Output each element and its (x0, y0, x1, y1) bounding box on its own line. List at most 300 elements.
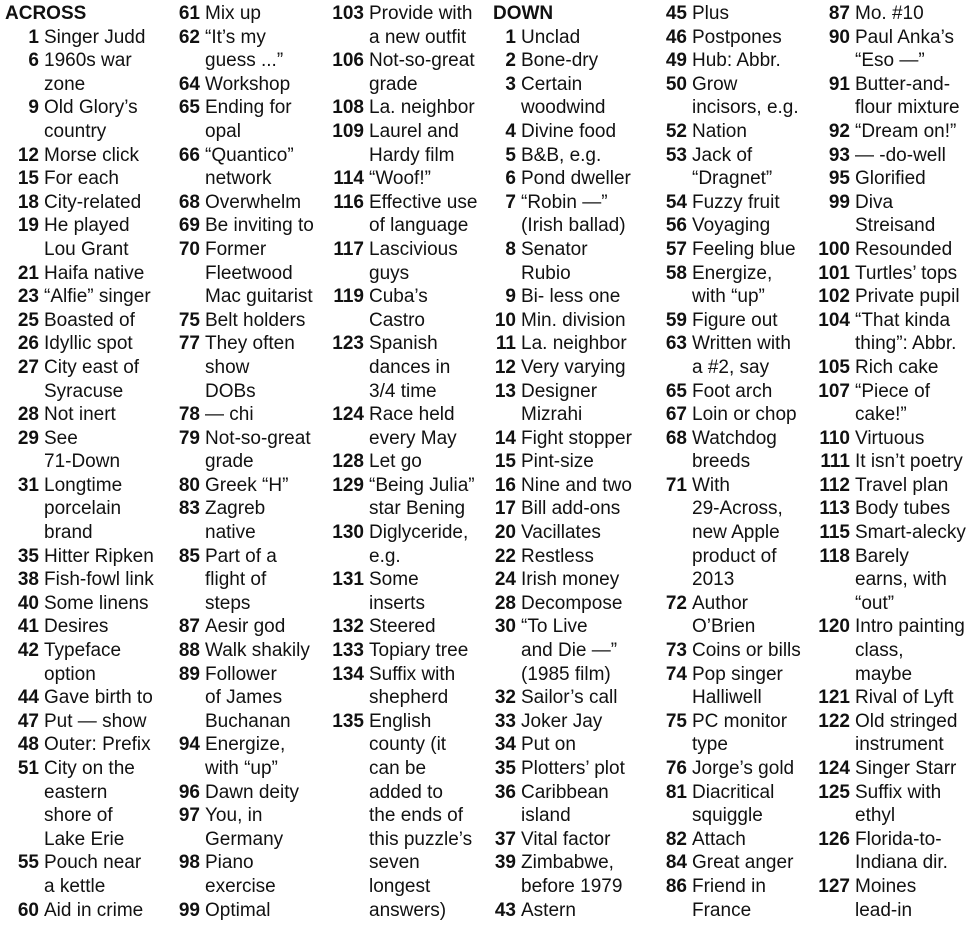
clue-item (493, 828, 653, 852)
clue-number: 55 (17, 852, 39, 874)
clue-item (664, 73, 814, 120)
clue-text: Feeling blue (692, 238, 796, 260)
clue-number: 57 (665, 238, 687, 260)
clue-item (177, 733, 327, 780)
clue-item (664, 427, 814, 474)
clue-number: 72 (665, 592, 687, 614)
clue-number: 90 (828, 26, 850, 48)
clue-text: Postpones (692, 26, 782, 48)
clue-number: 3 (505, 73, 516, 95)
clue-text: Min. division (521, 309, 626, 331)
clue-text: You, in Germany (205, 805, 284, 850)
clue-item (664, 592, 814, 639)
clue-number: 71 (665, 474, 687, 496)
clue-text: Moines lead-in (855, 875, 917, 921)
clue-number: 68 (178, 191, 200, 213)
clue-number: 104 (818, 309, 850, 331)
clue-item (664, 875, 814, 922)
clue-item (330, 285, 490, 332)
clue-number: 107 (818, 380, 850, 402)
clue-text: Plus (692, 3, 729, 24)
clue-number: 52 (665, 120, 687, 142)
clue-number: 111 (820, 451, 850, 473)
clue-number: 27 (17, 356, 39, 378)
clue-number: 95 (828, 168, 850, 190)
clue-item (5, 167, 163, 191)
clue-text: City-related (44, 191, 142, 213)
clue-number: 40 (17, 592, 39, 614)
clue-text: Gave birth to (44, 687, 153, 709)
clue-item (493, 26, 653, 50)
clue-number: 117 (333, 238, 364, 260)
clue-number: 47 (17, 710, 39, 732)
clue-item (177, 191, 327, 215)
clue-text: Diva Streisand (855, 191, 936, 237)
clue-number: 56 (665, 215, 687, 237)
clue-text: Optimal (205, 899, 271, 921)
clue-text: Race held every May (369, 404, 457, 449)
clue-text: Idyllic spot (44, 333, 133, 355)
clue-item (177, 804, 327, 851)
clue-number: 13 (494, 380, 516, 402)
clue-item (330, 120, 490, 167)
clue-text: Lascivious guys (369, 238, 458, 284)
clue-text: Aid in crime (44, 899, 144, 921)
clue-item (5, 144, 163, 168)
clue-item (493, 568, 653, 592)
clue-number: 65 (665, 380, 687, 402)
clue-item (664, 639, 814, 663)
clue-number: 29 (17, 427, 39, 449)
clue-text: He played Lou Grant (44, 215, 130, 260)
clue-item (493, 238, 653, 285)
clue-number: 128 (332, 451, 364, 473)
clue-item (177, 497, 327, 544)
clue-number: 112 (819, 474, 850, 496)
clue-number: 12 (17, 144, 39, 166)
clue-number: 99 (828, 191, 850, 213)
clue-number: 2 (505, 50, 516, 72)
clue-item (5, 851, 163, 898)
clue-number: 124 (818, 758, 850, 779)
clue-number: 5 (505, 144, 516, 166)
clue-item (5, 592, 163, 616)
clue-text: Irish money (521, 569, 620, 591)
clue-item (664, 851, 814, 875)
clue-text: Figure out (692, 309, 778, 331)
clue-number: 1 (28, 26, 39, 48)
clue-number: 134 (332, 663, 364, 685)
clue-text: “Being Julia” star Bening (369, 474, 475, 520)
clue-number: 92 (828, 120, 850, 142)
clue-text: “Piece of cake!” (855, 380, 930, 426)
clue-item (664, 710, 814, 757)
clue-item (493, 285, 653, 309)
clue-text: Smart-alecky (855, 522, 966, 544)
clue-number: 120 (818, 616, 850, 638)
clue-number: 76 (665, 758, 687, 779)
clue-text: Designer Mizrahi (521, 380, 598, 426)
clue-text: Aesir god (205, 616, 286, 638)
clue-item (5, 96, 163, 143)
clue-number: 18 (17, 191, 39, 213)
clue-text: Topiary tree (369, 640, 469, 662)
clue-item (816, 144, 980, 168)
clue-number: 115 (819, 522, 850, 544)
clue-item (5, 26, 163, 50)
clue-text: Astern (521, 899, 576, 921)
clue-number: 53 (665, 144, 687, 166)
clue-text: B&B, e.g. (521, 144, 602, 166)
clue-text: Old Glory’s country (44, 97, 138, 142)
clue-item (816, 285, 980, 309)
clue-item (493, 356, 653, 380)
clue-number: 35 (17, 545, 39, 567)
clue-number: 50 (665, 73, 687, 95)
clue-number: 67 (665, 404, 687, 426)
clue-text: Hub: Abbr. (692, 50, 781, 72)
clue-item (493, 380, 653, 427)
clue-item (5, 757, 163, 851)
clue-text: Piano exercise (205, 852, 276, 897)
clue-text: Author O’Brien (692, 592, 756, 638)
clue-item (5, 710, 163, 734)
clue-number: 98 (178, 852, 200, 874)
clue-number: 61 (178, 3, 200, 24)
clue-item (493, 757, 653, 781)
clue-text: “Woof!” (369, 168, 431, 190)
clue-item (816, 615, 980, 686)
clue-item (330, 167, 490, 191)
clue-item (493, 427, 653, 451)
clue-text: Haifa native (44, 262, 145, 284)
clue-number: 87 (178, 616, 200, 638)
clue-item (330, 710, 490, 922)
clue-number: 37 (494, 828, 516, 850)
clue-number: 101 (818, 262, 850, 284)
clue-number: 12 (494, 356, 516, 378)
clue-item (177, 545, 327, 616)
clue-number: 132 (332, 616, 364, 638)
clue-number: 78 (178, 404, 200, 426)
clue-text: Attach (692, 828, 746, 850)
clue-number: 54 (665, 191, 687, 213)
clue-text: Private pupil (855, 286, 960, 308)
col-down-2 (664, 2, 814, 922)
clue-text: Decompose (521, 592, 623, 614)
clue-number: 34 (494, 734, 516, 756)
clue-number: 82 (665, 828, 687, 850)
clue-number: 16 (494, 474, 516, 496)
clue-item (330, 663, 490, 710)
clue-number: 114 (333, 168, 364, 190)
clue-number: 58 (665, 262, 687, 284)
clue-text: Intro painting class, maybe (855, 616, 965, 685)
clue-number: 35 (494, 758, 516, 779)
clue-text: Walk shakily (205, 640, 310, 662)
clue-number: 19 (17, 215, 39, 237)
clue-text: Boasted of (44, 309, 135, 331)
clue-item (664, 781, 814, 828)
clue-number: 25 (17, 309, 39, 331)
clue-item (493, 191, 653, 238)
clue-text: Senator Rubio (521, 238, 588, 284)
clue-number: 48 (17, 734, 39, 756)
clue-text: Follower of James Buchanan (205, 663, 291, 732)
clue-number: 73 (665, 640, 687, 662)
clue-number: 43 (494, 899, 516, 921)
clue-number: 24 (494, 569, 516, 591)
clue-item (816, 545, 980, 616)
clue-text: Ending for opal (205, 97, 292, 142)
clue-number: 89 (178, 663, 200, 685)
clue-text: Zagreb native (205, 498, 266, 544)
clue-text: Pint-size (521, 451, 594, 473)
clue-number: 30 (494, 616, 516, 638)
clue-number: 106 (332, 50, 364, 72)
clue-item (177, 96, 327, 143)
clue-text: They often show DOBs (205, 333, 295, 402)
clue-number: 125 (818, 781, 850, 803)
clue-text: Some linens (44, 592, 149, 614)
clue-item (493, 73, 653, 120)
clue-text: 1960s war zone (44, 50, 132, 95)
clue-item (5, 191, 163, 215)
clue-item (816, 2, 980, 26)
clue-number: 130 (332, 522, 364, 544)
col-down-1 (493, 2, 653, 922)
clue-text: Bill add-ons (521, 498, 621, 520)
clue-text: Joker Jay (521, 710, 603, 732)
clue-item (664, 663, 814, 710)
clue-number: 42 (17, 640, 39, 662)
clue-item (177, 214, 327, 238)
col-across-1 (5, 2, 163, 922)
clue-item (816, 356, 980, 380)
clue-text: “Dream on!” (855, 120, 957, 142)
clue-text: Unclad (521, 26, 581, 48)
clue-text: Body tubes (855, 498, 951, 520)
clue-text: Foot arch (692, 380, 773, 402)
clue-item (493, 332, 653, 356)
clue-text: Dawn deity (205, 781, 299, 803)
clue-text: Laurel and Hardy film (369, 120, 459, 166)
clue-item (5, 639, 163, 686)
clue-text: “To Live and Die —” (1985 film) (521, 616, 618, 685)
clue-number: 6 (28, 50, 39, 72)
clue-number: 94 (178, 734, 200, 756)
clue-item (816, 167, 980, 191)
clue-number: 133 (332, 640, 364, 662)
clue-number: 123 (332, 333, 364, 355)
clue-item (177, 851, 327, 898)
clue-number: 68 (665, 427, 687, 449)
clue-text: Old stringed instrument (855, 710, 958, 756)
clue-item (177, 238, 327, 309)
clue-number: 60 (17, 899, 39, 921)
clue-text: Virtuous (855, 427, 925, 449)
clue-number: 75 (665, 710, 687, 732)
clue-number: 84 (665, 852, 687, 874)
clue-number: 129 (332, 474, 364, 496)
clue-item (493, 309, 653, 333)
clue-item (664, 49, 814, 73)
clue-text: Energize, with “up” (692, 262, 773, 308)
clue-item (330, 521, 490, 568)
clue-text: Steered (369, 616, 436, 638)
clue-item (664, 191, 814, 215)
clue-item (330, 238, 490, 285)
clue-item (493, 851, 653, 898)
clue-item (493, 545, 653, 569)
clue-item (177, 332, 327, 403)
clue-number: 10 (494, 309, 516, 331)
clue-number: 86 (665, 875, 687, 897)
clue-number: 96 (178, 781, 200, 803)
clue-number: 32 (494, 687, 516, 709)
clue-text: Effective use of language (369, 191, 478, 237)
clue-number: 121 (818, 687, 850, 709)
clue-number: 26 (17, 333, 39, 355)
clue-text: Fight stopper (521, 427, 632, 449)
clue-text: Caribbean island (521, 781, 609, 827)
clue-number: 9 (28, 97, 39, 119)
clue-text: “Alfie” singer (44, 286, 151, 308)
clue-item (664, 757, 814, 781)
clue-number: 15 (494, 451, 516, 473)
clue-item (664, 380, 814, 404)
clue-item (664, 144, 814, 191)
clue-number: 22 (494, 545, 516, 567)
clue-text: Rich cake (855, 356, 939, 378)
clue-number: 113 (819, 498, 850, 520)
clue-item (5, 474, 163, 545)
clue-text: Very varying (521, 356, 626, 378)
clue-text: Grow incisors, e.g. (692, 73, 799, 119)
clue-item (493, 120, 653, 144)
clue-text: Butter-and- flour mixture (855, 73, 960, 119)
col-across-2 (177, 2, 327, 922)
clue-text: Great anger (692, 852, 794, 874)
clue-text: “It’s my guess ...” (205, 26, 284, 72)
clue-item (330, 474, 490, 521)
clue-item (493, 49, 653, 73)
clue-text: City on the eastern shore of Lake Erie (44, 758, 135, 850)
clue-item (664, 26, 814, 50)
clue-number: 36 (494, 781, 516, 803)
clue-text: Fish-fowl link (44, 569, 154, 591)
clue-number: 80 (178, 474, 200, 496)
clue-text: Put — show (44, 710, 147, 732)
clue-item (177, 474, 327, 498)
clue-text: It isn’t poetry (855, 451, 963, 473)
clue-item (664, 214, 814, 238)
clue-number: 33 (494, 710, 516, 732)
clue-text: Cuba’s Castro (369, 286, 428, 331)
clue-number: 131 (332, 569, 364, 591)
clue-item (330, 450, 490, 474)
clue-text: Certain woodwind (521, 73, 606, 119)
clue-number: 59 (665, 309, 687, 331)
clue-text: Glorified (855, 168, 926, 190)
clue-number: 66 (178, 144, 200, 166)
clue-number: 49 (665, 50, 687, 72)
clue-number: 88 (178, 640, 200, 662)
clue-number: 126 (818, 828, 850, 850)
clue-text: Loin or chop (692, 404, 797, 426)
clue-number: 69 (178, 215, 200, 237)
across-heading: ACROSS (5, 3, 87, 24)
clue-number: 124 (332, 404, 364, 426)
clue-text: Workshop (205, 73, 291, 95)
clue-number: 109 (332, 120, 364, 142)
clue-number: 81 (665, 781, 687, 803)
clue-text: English county (it can be added to the ends of this puzzle’s seven longest answers) (369, 710, 473, 921)
clue-item (5, 545, 163, 569)
clue-item (5, 615, 163, 639)
clue-item (816, 450, 980, 474)
clue-text: Pond dweller (521, 168, 631, 190)
clue-text: Be inviting to (205, 215, 314, 237)
clue-number: 105 (818, 356, 850, 378)
clue-text: Pop singer Halliwell (692, 663, 783, 709)
down-heading: DOWN (493, 3, 554, 24)
clue-text: Singer Judd (44, 26, 146, 48)
clue-number: 75 (178, 309, 200, 331)
clue-text: Sailor’s call (521, 687, 618, 709)
clue-number: 91 (828, 73, 850, 95)
clue-text: Not-so-great grade (205, 427, 311, 473)
clue-number: 4 (505, 120, 516, 142)
clue-text: Friend in France (692, 875, 766, 921)
clue-text: Belt holders (205, 309, 306, 331)
clue-text: With 29-Across, new Apple product of 2013 (692, 474, 783, 591)
clue-item (493, 450, 653, 474)
clue-number: 119 (333, 286, 364, 308)
clue-item (664, 120, 814, 144)
clue-text: City east of Syracuse (44, 356, 140, 402)
clue-item (816, 686, 980, 710)
clue-text: Plotters’ plot (521, 758, 625, 779)
clue-item (5, 899, 163, 923)
clue-number: 23 (17, 286, 39, 308)
clue-item (177, 899, 327, 923)
clue-item (664, 403, 814, 427)
clue-text: Provide with a new outfit (369, 3, 473, 48)
clue-text: PC monitor type (692, 710, 788, 756)
clue-item (5, 686, 163, 710)
clue-number: 44 (17, 687, 39, 709)
clue-item (664, 262, 814, 309)
clue-number: 99 (178, 899, 200, 921)
clue-text: Florida-to- Indiana dir. (855, 828, 948, 874)
clue-item (330, 191, 490, 238)
clue-text: Not inert (44, 404, 116, 426)
clue-item (330, 639, 490, 663)
clue-item (816, 262, 980, 286)
clue-item (5, 427, 163, 474)
clue-number: 45 (665, 3, 687, 24)
clue-number: 108 (332, 97, 364, 119)
clue-item (177, 26, 327, 73)
clue-text: Former Fleetwood Mac guitarist (205, 238, 313, 308)
clue-item (177, 427, 327, 474)
clue-text: “That kinda thing”: Abbr. (855, 309, 957, 355)
clue-number: 100 (818, 238, 850, 260)
clue-text: Fuzzy fruit (692, 191, 780, 213)
clue-item (816, 427, 980, 451)
clue-text: Nine and two (521, 474, 632, 496)
